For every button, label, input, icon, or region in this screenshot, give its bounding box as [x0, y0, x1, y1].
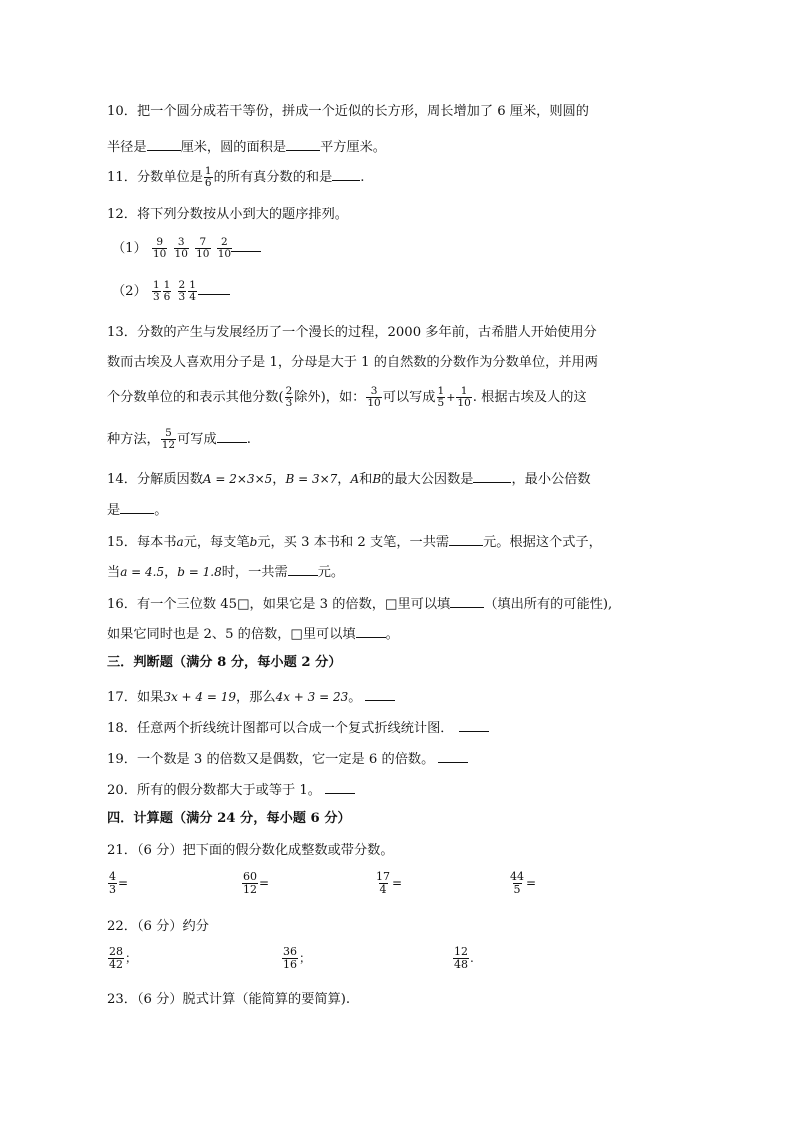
q22-item — [452, 946, 474, 971]
math-variable: A — [350, 472, 360, 486]
denominator: 10 — [174, 248, 188, 260]
numerator: 3 — [177, 236, 185, 248]
numerator: 28 — [109, 945, 123, 958]
answer-blank[interactable] — [231, 241, 261, 252]
separator: ； — [299, 951, 312, 965]
question-22 — [107, 918, 209, 936]
separator: . — [470, 951, 474, 965]
answer-blank[interactable] — [120, 499, 154, 514]
fraction — [161, 428, 176, 451]
q13-text: . — [246, 432, 251, 447]
q14-text: 和 — [359, 472, 373, 487]
question-13 — [107, 324, 597, 342]
numerator: 9 — [156, 236, 163, 248]
q13-text: 种方法， — [107, 432, 160, 447]
q10-text: 厘米，圆的面积是 — [180, 140, 287, 155]
fraction — [242, 871, 258, 896]
denominator: 42 — [109, 958, 123, 971]
numerator: 3 — [370, 385, 378, 397]
numerator: 1 — [437, 385, 445, 397]
fraction — [108, 871, 117, 896]
numerator: 1 — [163, 279, 171, 291]
question-13-line3 — [107, 386, 587, 409]
denominator: 4 — [379, 883, 387, 896]
fraction — [437, 386, 446, 409]
q22-text: 22．（6 分）约分 — [107, 919, 209, 934]
denominator: 3 — [178, 291, 186, 303]
denominator: 16 — [283, 958, 297, 971]
q13-text: 13．分数的产生与发展经历了一个漫长的过程，2000 多年前，古希腊人开始使用分 — [107, 325, 597, 340]
denominator: 3 — [109, 883, 116, 896]
math-variable: b — [249, 535, 258, 549]
q13-text: 数而古埃及人喜欢用分子是 1，分母是大于 1 的自然数的分数作为分数单位，并用两 — [107, 355, 598, 370]
q13-text: 可写成 — [177, 432, 217, 447]
question-16 — [107, 593, 612, 614]
equals-sign: = — [392, 876, 403, 890]
q11-text: 的所有真分数的和是 — [213, 170, 333, 185]
math-expression: a = 4.5 — [120, 565, 165, 579]
q16-text: 16．有一个三位数 45□，如果它是 3 的倍数，□里可以填 — [107, 597, 451, 612]
q21-text: 21．（6 分）把下面的假分数化成整数或带分数。 — [107, 843, 394, 858]
denominator: 6 — [163, 291, 171, 303]
fraction — [285, 386, 294, 409]
denominator: 10 — [196, 248, 210, 260]
q22-item — [107, 946, 137, 971]
q12-sub1 — [112, 237, 261, 260]
q13-text: 可以写成 — [382, 390, 436, 405]
fraction — [108, 946, 124, 971]
answer-blank[interactable] — [365, 686, 395, 701]
numerator: 12 — [454, 945, 468, 958]
numerator: 7 — [199, 236, 207, 248]
numerator: 4 — [109, 870, 116, 883]
question-10 — [107, 103, 589, 121]
sub-label: （2） — [112, 284, 147, 299]
fraction — [456, 386, 471, 409]
q14-text: 的最大公因数是 — [381, 472, 474, 487]
q18-text: 18．任意两个折线统计图都可以合成一个复式折线统计图． — [107, 721, 454, 736]
question-12 — [107, 206, 348, 224]
q21-item — [508, 871, 536, 896]
numerator: 1 — [189, 279, 196, 291]
q14-text: 是 — [107, 503, 121, 518]
denominator: 3 — [152, 291, 160, 303]
separator: ； — [125, 951, 138, 965]
numerator: 2 — [221, 236, 228, 248]
math-expression: 3x + 4 = 19 — [163, 690, 237, 704]
question-11 — [107, 166, 364, 189]
math-variable: B — [372, 472, 382, 486]
q10-text: 平方厘米。 — [320, 140, 386, 155]
answer-blank[interactable] — [147, 136, 181, 151]
fraction — [282, 946, 298, 971]
question-13-line2 — [107, 354, 598, 372]
fraction — [178, 280, 187, 303]
equals-sign: = — [259, 876, 270, 890]
fraction — [188, 280, 197, 303]
q10-text: 半径是 — [107, 140, 147, 155]
question-15 — [107, 531, 602, 552]
answer-blank[interactable] — [325, 779, 355, 794]
q13-text: 个分数单位的和表示其他分数( — [107, 390, 284, 405]
answer-blank[interactable] — [450, 593, 484, 608]
math-expression: 4x + 3 = 23 — [275, 690, 349, 704]
denominator: 12 — [161, 439, 176, 451]
q15-text: ， — [164, 565, 178, 580]
answer-blank[interactable] — [459, 717, 489, 732]
question-14 — [107, 468, 591, 489]
fraction — [453, 946, 469, 971]
question-16-line2 — [107, 623, 399, 644]
q20-text: 20．所有的假分数都大于或等于 1。 — [107, 783, 321, 798]
question-23 — [107, 991, 350, 1009]
numerator: 60 — [243, 870, 257, 883]
answer-blank[interactable] — [217, 428, 247, 443]
q17-text: 17．如果 — [107, 690, 164, 705]
q16-text: 如果它同时也是 2、5 的倍数，□里可以填 — [107, 627, 356, 642]
q12-sub2 — [112, 280, 230, 303]
question-13-line4 — [107, 428, 251, 451]
answer-blank[interactable] — [198, 284, 230, 295]
section-heading-calculation — [107, 810, 351, 828]
q15-text: 元。根据这个式子， — [483, 535, 602, 550]
question-15-line2 — [107, 561, 344, 582]
q16-text: （填出所有的可能性), — [484, 597, 613, 612]
answer-blank[interactable] — [356, 623, 386, 638]
q22-item — [281, 946, 311, 971]
q15-text: 15．每本书 — [107, 535, 177, 550]
fraction — [195, 237, 210, 260]
fraction — [152, 237, 167, 260]
numerator: 5 — [165, 427, 172, 439]
fraction — [204, 166, 213, 189]
question-18 — [107, 717, 489, 738]
q12-text: 12．将下列分数按从小到大的题序排列。 — [107, 207, 348, 222]
answer-blank[interactable] — [288, 561, 318, 576]
math-expression: b = 1.8 — [177, 565, 222, 579]
q21-item — [374, 871, 402, 896]
q14-text: ， — [337, 472, 351, 487]
q17-text: 。 — [348, 690, 362, 705]
q11-text: . — [360, 170, 365, 185]
denominator: 10 — [152, 248, 167, 260]
denominator: 10 — [217, 248, 232, 260]
fraction — [375, 871, 391, 896]
fraction — [152, 280, 161, 303]
q15-text: 元，每支笔 — [183, 535, 250, 550]
q21-item — [241, 871, 269, 896]
numerator: 2 — [178, 279, 186, 291]
numerator: 1 — [204, 165, 212, 177]
math-expression: A = 2×3×5 — [202, 472, 273, 486]
q10-line1: 10．把一个圆分成若干等份，拼成一个近似的长方形，周长增加了 6 厘米，则圆的 — [107, 104, 589, 119]
denominator: 5 — [513, 883, 521, 896]
q14-text: 14．分解质因数 — [107, 472, 203, 487]
answer-blank[interactable] — [286, 136, 320, 151]
fraction — [163, 280, 172, 303]
question-19 — [107, 748, 468, 769]
sub-label: （1） — [112, 241, 147, 256]
q11-text: 11．分数单位是 — [107, 170, 203, 185]
answer-blank[interactable] — [438, 748, 468, 763]
fraction — [509, 871, 525, 896]
question-10-line2 — [107, 136, 386, 157]
q13-text: 除外)，如： — [294, 390, 366, 405]
numerator: 36 — [283, 945, 297, 958]
answer-blank[interactable] — [332, 166, 360, 181]
math-variable: a — [176, 535, 184, 549]
fraction — [174, 237, 189, 260]
numerator: 17 — [376, 870, 390, 883]
question-17 — [107, 686, 395, 707]
q13-text: . 根据古埃及人的这 — [472, 390, 587, 405]
denominator: 10 — [367, 397, 381, 409]
q19-text: 19．一个数是 3 的倍数又是偶数，它一定是 6 的倍数。 — [107, 752, 435, 767]
denominator: 4 — [189, 291, 196, 303]
answer-blank[interactable] — [449, 531, 483, 546]
question-20 — [107, 779, 355, 800]
section-title: 四．计算题（满分 24 分，每小题 6 分） — [107, 811, 351, 826]
equals-sign: = — [118, 876, 129, 890]
q15-text: 元，买 3 本书和 2 支笔，一共需 — [257, 535, 450, 550]
denominator: 6 — [204, 177, 212, 189]
q16-text: 。 — [385, 627, 399, 642]
fraction — [366, 386, 381, 409]
q17-text: ，那么 — [236, 690, 276, 705]
q21-item — [107, 871, 128, 896]
section-heading-judgment — [107, 654, 342, 672]
numerator: 44 — [510, 870, 524, 883]
denominator: 48 — [454, 958, 468, 971]
denominator: 10 — [457, 397, 471, 409]
q23-text: 23．（6 分）脱式计算（能简算的要简算). — [107, 992, 351, 1007]
denominator: 12 — [243, 883, 257, 896]
question-21 — [107, 842, 394, 860]
q15-text: 时，一共需 — [221, 565, 288, 580]
q14-text: 。 — [154, 503, 168, 518]
q15-text: 当 — [107, 565, 121, 580]
numerator: 1 — [152, 279, 160, 291]
fraction — [217, 237, 232, 260]
equals-sign: = — [526, 876, 537, 890]
plus-sign: + — [446, 391, 456, 404]
denominator: 5 — [437, 397, 445, 409]
q14-text: ，最小公倍数 — [511, 472, 591, 487]
denominator: 3 — [285, 397, 293, 409]
question-14-line2 — [107, 499, 167, 520]
q15-text: 元。 — [317, 565, 345, 580]
answer-blank[interactable] — [473, 468, 511, 483]
section-title: 三．判断题（满分 8 分，每小题 2 分） — [107, 655, 342, 670]
numerator: 1 — [460, 385, 468, 397]
math-expression: B = 3×7 — [285, 472, 338, 486]
q14-text: ， — [272, 472, 286, 487]
numerator: 2 — [285, 385, 293, 397]
